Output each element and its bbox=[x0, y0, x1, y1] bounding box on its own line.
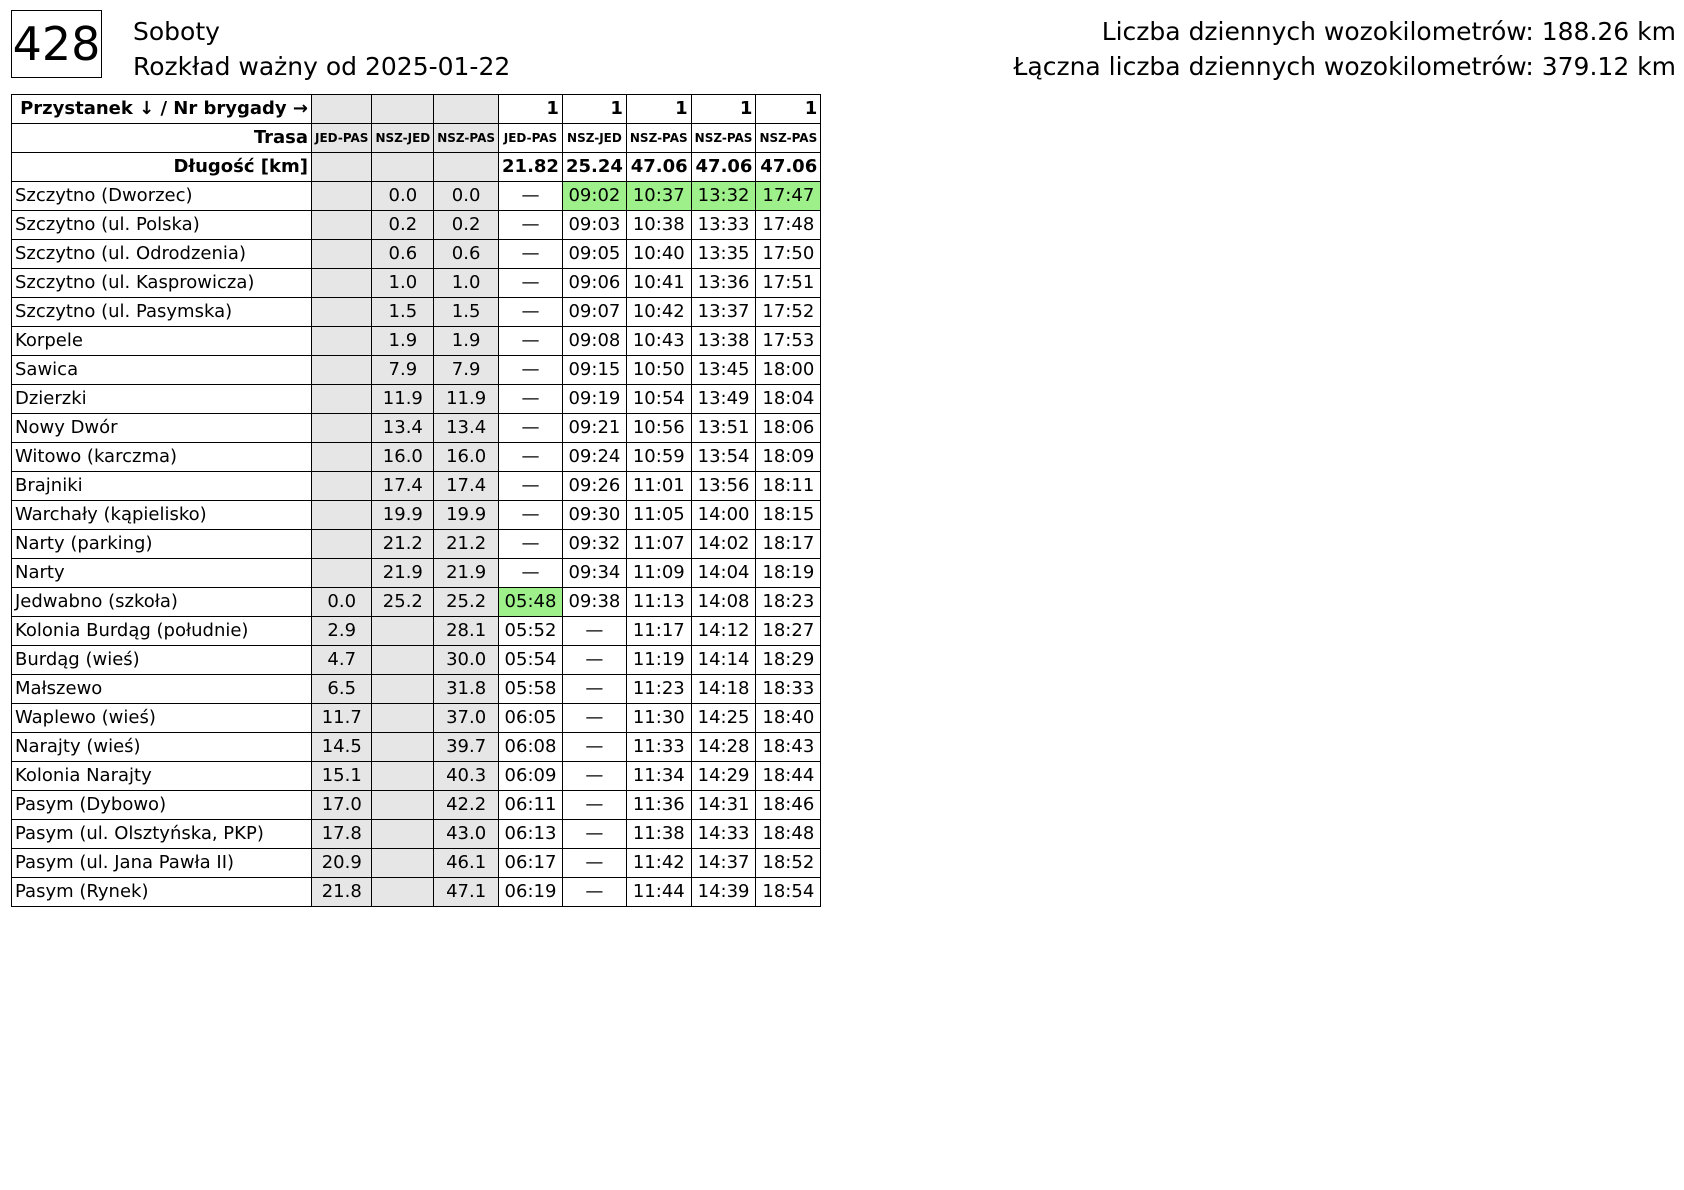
departure-time: 06:09 bbox=[499, 762, 563, 791]
course-route: NSZ-PAS bbox=[756, 124, 821, 153]
stop-name: Korpele bbox=[12, 327, 312, 356]
stop-distance bbox=[372, 762, 434, 791]
table-row bbox=[12, 849, 821, 878]
stop-name: Pasym (ul. Olsztyńska, PKP) bbox=[12, 820, 312, 849]
departure-time: 13:45 bbox=[691, 356, 756, 385]
stop-distance: 21.8 bbox=[312, 878, 372, 907]
stop-distance bbox=[312, 530, 372, 559]
departure-time: 14:04 bbox=[691, 559, 756, 588]
stop-name: Szczytno (ul. Polska) bbox=[12, 211, 312, 240]
distance-length-cell bbox=[372, 153, 434, 182]
distance-length-cell bbox=[434, 153, 499, 182]
stop-distance bbox=[312, 298, 372, 327]
distance-header-cell bbox=[372, 95, 434, 124]
table-row bbox=[12, 472, 821, 501]
departure-time: 10:59 bbox=[626, 443, 691, 472]
table-row bbox=[12, 878, 821, 907]
departure-time: — bbox=[562, 820, 626, 849]
departure-time: — bbox=[562, 878, 626, 907]
stop-distance: 11.9 bbox=[372, 385, 434, 414]
stop-name: Dzierzki bbox=[12, 385, 312, 414]
stop-name: Jedwabno (szkoła) bbox=[12, 588, 312, 617]
departure-time-first: 05:48 bbox=[499, 588, 563, 617]
total-daily-km: Łączna liczba dziennych wozokilometrów: 379.12 km bbox=[1013, 52, 1676, 81]
table-row bbox=[12, 298, 821, 327]
departure-time: 14:33 bbox=[691, 820, 756, 849]
stop-name: Narajty (wieś) bbox=[12, 733, 312, 762]
departure-time: 14:29 bbox=[691, 762, 756, 791]
header-right bbox=[1013, 14, 1676, 84]
departure-time: — bbox=[562, 849, 626, 878]
departure-time: 06:17 bbox=[499, 849, 563, 878]
departure-time: 09:38 bbox=[562, 588, 626, 617]
valid-from: Rozkład ważny od 2025-01-22 bbox=[133, 52, 511, 81]
departure-time: 10:38 bbox=[626, 211, 691, 240]
departure-time: 14:08 bbox=[691, 588, 756, 617]
table-row bbox=[12, 414, 821, 443]
departure-time: 18:29 bbox=[756, 646, 821, 675]
departure-time: 09:07 bbox=[562, 298, 626, 327]
stop-distance bbox=[372, 704, 434, 733]
departure-time: 13:54 bbox=[691, 443, 756, 472]
departure-time: 18:17 bbox=[756, 530, 821, 559]
departure-time: — bbox=[499, 327, 563, 356]
departure-time: 10:40 bbox=[626, 240, 691, 269]
stop-name: Szczytno (Dworzec) bbox=[12, 182, 312, 211]
length-label: Długość [km] bbox=[12, 153, 312, 182]
corner-label: Przystanek ↓ / Nr brygady → bbox=[12, 95, 312, 124]
line-number: 428 bbox=[11, 10, 102, 78]
departure-time: — bbox=[562, 762, 626, 791]
stop-distance: 17.4 bbox=[372, 472, 434, 501]
stop-distance: 30.0 bbox=[434, 646, 499, 675]
course-route: NSZ-JED bbox=[562, 124, 626, 153]
course-route: NSZ-PAS bbox=[691, 124, 756, 153]
stop-distance bbox=[312, 356, 372, 385]
stop-distance: 4.7 bbox=[312, 646, 372, 675]
table-row bbox=[12, 211, 821, 240]
stop-name: Pasym (ul. Jana Pawła II) bbox=[12, 849, 312, 878]
route-label: Trasa bbox=[12, 124, 312, 153]
stop-distance bbox=[312, 240, 372, 269]
departure-time: — bbox=[499, 385, 563, 414]
departure-time: 11:42 bbox=[626, 849, 691, 878]
departure-time: 09:19 bbox=[562, 385, 626, 414]
departure-time: 18:11 bbox=[756, 472, 821, 501]
stop-distance: 43.0 bbox=[434, 820, 499, 849]
departure-time: 06:19 bbox=[499, 878, 563, 907]
departure-time: 18:54 bbox=[756, 878, 821, 907]
departure-time: 14:00 bbox=[691, 501, 756, 530]
table-row bbox=[12, 327, 821, 356]
distance-length-cell bbox=[312, 153, 372, 182]
stop-distance bbox=[312, 501, 372, 530]
departure-time: 13:33 bbox=[691, 211, 756, 240]
departure-time: — bbox=[562, 675, 626, 704]
departure-time: 09:26 bbox=[562, 472, 626, 501]
table-row bbox=[12, 704, 821, 733]
stop-distance: 17.4 bbox=[434, 472, 499, 501]
departure-time: 09:21 bbox=[562, 414, 626, 443]
brigade-number: 1 bbox=[499, 95, 563, 124]
stop-name: Burdąg (wieś) bbox=[12, 646, 312, 675]
departure-time: 18:15 bbox=[756, 501, 821, 530]
departure-time: 10:42 bbox=[626, 298, 691, 327]
departure-time: — bbox=[499, 211, 563, 240]
stop-name: Kolonia Narajty bbox=[12, 762, 312, 791]
stop-name: Pasym (Rynek) bbox=[12, 878, 312, 907]
stop-distance bbox=[372, 617, 434, 646]
departure-time: 11:23 bbox=[626, 675, 691, 704]
stop-distance bbox=[312, 327, 372, 356]
departure-time: 18:48 bbox=[756, 820, 821, 849]
departure-time: 18:33 bbox=[756, 675, 821, 704]
stop-distance: 0.6 bbox=[372, 240, 434, 269]
departure-time: 06:08 bbox=[499, 733, 563, 762]
departure-time: 14:25 bbox=[691, 704, 756, 733]
departure-time: 13:51 bbox=[691, 414, 756, 443]
stop-distance: 31.8 bbox=[434, 675, 499, 704]
stop-distance: 6.5 bbox=[312, 675, 372, 704]
day-type: Soboty bbox=[133, 17, 220, 46]
distance-header-cell bbox=[434, 95, 499, 124]
table-row bbox=[12, 675, 821, 704]
stop-distance bbox=[372, 820, 434, 849]
table-row bbox=[12, 733, 821, 762]
stop-distance: 13.4 bbox=[372, 414, 434, 443]
stop-distance: 0.0 bbox=[434, 182, 499, 211]
departure-time: 10:43 bbox=[626, 327, 691, 356]
departure-time-first: 17:47 bbox=[756, 182, 821, 211]
distance-route: NSZ-PAS bbox=[434, 124, 499, 153]
course-length: 21.82 bbox=[499, 153, 563, 182]
departure-time: 11:30 bbox=[626, 704, 691, 733]
stop-name: Waplewo (wieś) bbox=[12, 704, 312, 733]
departure-time: 05:58 bbox=[499, 675, 563, 704]
departure-time: 05:52 bbox=[499, 617, 563, 646]
departure-time: — bbox=[562, 733, 626, 762]
stop-distance: 0.6 bbox=[434, 240, 499, 269]
departure-time: 14:31 bbox=[691, 791, 756, 820]
departure-time: 10:50 bbox=[626, 356, 691, 385]
stop-distance: 1.9 bbox=[372, 327, 434, 356]
stop-distance bbox=[312, 385, 372, 414]
stop-name: Sawica bbox=[12, 356, 312, 385]
brigade-number: 1 bbox=[756, 95, 821, 124]
departure-time: — bbox=[562, 791, 626, 820]
stop-distance bbox=[312, 472, 372, 501]
departure-time: 18:40 bbox=[756, 704, 821, 733]
distance-route: JED-PAS bbox=[312, 124, 372, 153]
departure-time: — bbox=[562, 704, 626, 733]
brigade-row bbox=[12, 95, 821, 124]
departure-time: 14:14 bbox=[691, 646, 756, 675]
stop-distance: 21.9 bbox=[434, 559, 499, 588]
departure-time: 17:53 bbox=[756, 327, 821, 356]
course-route: NSZ-PAS bbox=[626, 124, 691, 153]
departure-time: 11:09 bbox=[626, 559, 691, 588]
departure-time: 17:50 bbox=[756, 240, 821, 269]
route-row bbox=[12, 124, 821, 153]
departure-time: 14:12 bbox=[691, 617, 756, 646]
departure-time: 17:48 bbox=[756, 211, 821, 240]
stop-distance: 0.0 bbox=[372, 182, 434, 211]
departure-time: 13:35 bbox=[691, 240, 756, 269]
stop-distance: 1.5 bbox=[372, 298, 434, 327]
departure-time: 10:56 bbox=[626, 414, 691, 443]
stop-distance bbox=[312, 182, 372, 211]
stop-distance: 25.2 bbox=[434, 588, 499, 617]
departure-time: — bbox=[499, 182, 563, 211]
departure-time: 10:54 bbox=[626, 385, 691, 414]
stop-distance: 46.1 bbox=[434, 849, 499, 878]
stop-distance: 21.2 bbox=[372, 530, 434, 559]
departure-time: — bbox=[499, 356, 563, 385]
stop-name: Małszewo bbox=[12, 675, 312, 704]
stop-distance: 21.9 bbox=[372, 559, 434, 588]
stop-distance: 1.9 bbox=[434, 327, 499, 356]
stop-distance bbox=[312, 269, 372, 298]
stop-name: Witowo (karczma) bbox=[12, 443, 312, 472]
departure-time: 09:30 bbox=[562, 501, 626, 530]
departure-time: — bbox=[499, 269, 563, 298]
table-row bbox=[12, 820, 821, 849]
brigade-number: 1 bbox=[626, 95, 691, 124]
stop-distance: 0.2 bbox=[434, 211, 499, 240]
stop-distance: 11.9 bbox=[434, 385, 499, 414]
departure-time: — bbox=[499, 298, 563, 327]
stop-distance: 19.9 bbox=[372, 501, 434, 530]
course-length: 25.24 bbox=[562, 153, 626, 182]
departure-time: 10:41 bbox=[626, 269, 691, 298]
departure-time: 13:56 bbox=[691, 472, 756, 501]
stop-distance bbox=[372, 675, 434, 704]
departure-time: 11:33 bbox=[626, 733, 691, 762]
departure-time: 17:52 bbox=[756, 298, 821, 327]
table-row bbox=[12, 762, 821, 791]
table-row bbox=[12, 269, 821, 298]
stop-distance: 42.2 bbox=[434, 791, 499, 820]
departure-time: 09:05 bbox=[562, 240, 626, 269]
stop-distance: 37.0 bbox=[434, 704, 499, 733]
course-route: JED-PAS bbox=[499, 124, 563, 153]
stop-distance: 16.0 bbox=[372, 443, 434, 472]
stop-distance: 20.9 bbox=[312, 849, 372, 878]
stop-distance: 19.9 bbox=[434, 501, 499, 530]
departure-time: 09:08 bbox=[562, 327, 626, 356]
table-row bbox=[12, 617, 821, 646]
departure-time: 18:00 bbox=[756, 356, 821, 385]
departure-time: 18:09 bbox=[756, 443, 821, 472]
stop-distance: 16.0 bbox=[434, 443, 499, 472]
departure-time: 18:06 bbox=[756, 414, 821, 443]
stop-distance: 7.9 bbox=[372, 356, 434, 385]
stop-distance bbox=[372, 849, 434, 878]
departure-time: 13:37 bbox=[691, 298, 756, 327]
brigade-number: 1 bbox=[691, 95, 756, 124]
distance-route: NSZ-JED bbox=[372, 124, 434, 153]
departure-time: 09:03 bbox=[562, 211, 626, 240]
stop-distance bbox=[372, 878, 434, 907]
departure-time: — bbox=[499, 240, 563, 269]
departure-time: 09:34 bbox=[562, 559, 626, 588]
departure-time: 11:07 bbox=[626, 530, 691, 559]
table-row bbox=[12, 791, 821, 820]
departure-time: 11:44 bbox=[626, 878, 691, 907]
table-row bbox=[12, 443, 821, 472]
stop-distance bbox=[372, 733, 434, 762]
departure-time: 11:36 bbox=[626, 791, 691, 820]
departure-time: — bbox=[499, 530, 563, 559]
stop-name: Szczytno (ul. Kasprowicza) bbox=[12, 269, 312, 298]
departure-time: 18:23 bbox=[756, 588, 821, 617]
departure-time: 11:19 bbox=[626, 646, 691, 675]
stop-distance bbox=[312, 559, 372, 588]
stop-distance: 17.8 bbox=[312, 820, 372, 849]
departure-time: 06:05 bbox=[499, 704, 563, 733]
stop-name: Brajniki bbox=[12, 472, 312, 501]
stop-distance: 0.2 bbox=[372, 211, 434, 240]
stop-distance: 28.1 bbox=[434, 617, 499, 646]
departure-time: 06:13 bbox=[499, 820, 563, 849]
departure-time: 11:05 bbox=[626, 501, 691, 530]
departure-time: 18:04 bbox=[756, 385, 821, 414]
stop-distance: 13.4 bbox=[434, 414, 499, 443]
stop-name: Narty (parking) bbox=[12, 530, 312, 559]
course-length: 47.06 bbox=[626, 153, 691, 182]
departure-time: — bbox=[562, 646, 626, 675]
stop-distance bbox=[312, 211, 372, 240]
departure-time: 13:38 bbox=[691, 327, 756, 356]
table-row bbox=[12, 646, 821, 675]
departure-time: 17:51 bbox=[756, 269, 821, 298]
departure-time: 09:06 bbox=[562, 269, 626, 298]
departure-time: 18:19 bbox=[756, 559, 821, 588]
departure-time: — bbox=[562, 617, 626, 646]
departure-time: 14:28 bbox=[691, 733, 756, 762]
departure-time: 11:13 bbox=[626, 588, 691, 617]
departure-time: 18:46 bbox=[756, 791, 821, 820]
departure-time: 13:49 bbox=[691, 385, 756, 414]
stop-name: Warchały (kąpielisko) bbox=[12, 501, 312, 530]
departure-time: — bbox=[499, 559, 563, 588]
departure-time: 11:38 bbox=[626, 820, 691, 849]
daily-km: Liczba dziennych wozokilometrów: 188.26 km bbox=[1101, 17, 1676, 46]
stop-distance: 39.7 bbox=[434, 733, 499, 762]
departure-time: 18:44 bbox=[756, 762, 821, 791]
departure-time: 18:27 bbox=[756, 617, 821, 646]
departure-time: 09:24 bbox=[562, 443, 626, 472]
departure-time: 06:11 bbox=[499, 791, 563, 820]
stop-distance: 0.0 bbox=[312, 588, 372, 617]
brigade-number: 1 bbox=[562, 95, 626, 124]
table-row bbox=[12, 501, 821, 530]
table-row bbox=[12, 356, 821, 385]
departure-time: — bbox=[499, 443, 563, 472]
departure-time: 14:18 bbox=[691, 675, 756, 704]
departure-time: 09:32 bbox=[562, 530, 626, 559]
stop-distance: 1.0 bbox=[372, 269, 434, 298]
departure-time-first: 09:02 bbox=[562, 182, 626, 211]
stop-distance: 40.3 bbox=[434, 762, 499, 791]
stop-distance: 1.0 bbox=[434, 269, 499, 298]
departure-time: 18:43 bbox=[756, 733, 821, 762]
stop-name: Szczytno (ul. Pasymska) bbox=[12, 298, 312, 327]
departure-time: 14:37 bbox=[691, 849, 756, 878]
stop-distance bbox=[312, 443, 372, 472]
stop-name: Szczytno (ul. Odrodzenia) bbox=[12, 240, 312, 269]
header-left bbox=[133, 14, 510, 84]
departure-time-first: 13:32 bbox=[691, 182, 756, 211]
stop-distance: 21.2 bbox=[434, 530, 499, 559]
stop-distance: 7.9 bbox=[434, 356, 499, 385]
stop-distance: 15.1 bbox=[312, 762, 372, 791]
stop-distance: 17.0 bbox=[312, 791, 372, 820]
departure-time: 18:52 bbox=[756, 849, 821, 878]
stop-distance: 1.5 bbox=[434, 298, 499, 327]
departure-time: 11:34 bbox=[626, 762, 691, 791]
departure-time: — bbox=[499, 414, 563, 443]
stop-distance: 25.2 bbox=[372, 588, 434, 617]
departure-time: 11:01 bbox=[626, 472, 691, 501]
departure-time: 14:39 bbox=[691, 878, 756, 907]
stop-distance: 14.5 bbox=[312, 733, 372, 762]
stop-name: Pasym (Dybowo) bbox=[12, 791, 312, 820]
table-row bbox=[12, 588, 821, 617]
departure-time-first: 10:37 bbox=[626, 182, 691, 211]
course-length: 47.06 bbox=[756, 153, 821, 182]
stop-distance: 47.1 bbox=[434, 878, 499, 907]
stop-distance: 2.9 bbox=[312, 617, 372, 646]
table-row bbox=[12, 385, 821, 414]
table-row bbox=[12, 240, 821, 269]
departure-time: — bbox=[499, 501, 563, 530]
course-length: 47.06 bbox=[691, 153, 756, 182]
stop-distance bbox=[312, 414, 372, 443]
departure-time: 09:15 bbox=[562, 356, 626, 385]
departure-time: 13:36 bbox=[691, 269, 756, 298]
stop-distance: 11.7 bbox=[312, 704, 372, 733]
distance-header-cell bbox=[312, 95, 372, 124]
departure-time: — bbox=[499, 472, 563, 501]
departure-time: 11:17 bbox=[626, 617, 691, 646]
length-row bbox=[12, 153, 821, 182]
stop-distance bbox=[372, 646, 434, 675]
table-row bbox=[12, 530, 821, 559]
table-row bbox=[12, 182, 821, 211]
departure-time: 14:02 bbox=[691, 530, 756, 559]
table-row bbox=[12, 559, 821, 588]
departure-time: 05:54 bbox=[499, 646, 563, 675]
stop-name: Nowy Dwór bbox=[12, 414, 312, 443]
timetable bbox=[11, 94, 821, 907]
stop-name: Narty bbox=[12, 559, 312, 588]
stop-distance bbox=[372, 791, 434, 820]
stop-name: Kolonia Burdąg (południe) bbox=[12, 617, 312, 646]
